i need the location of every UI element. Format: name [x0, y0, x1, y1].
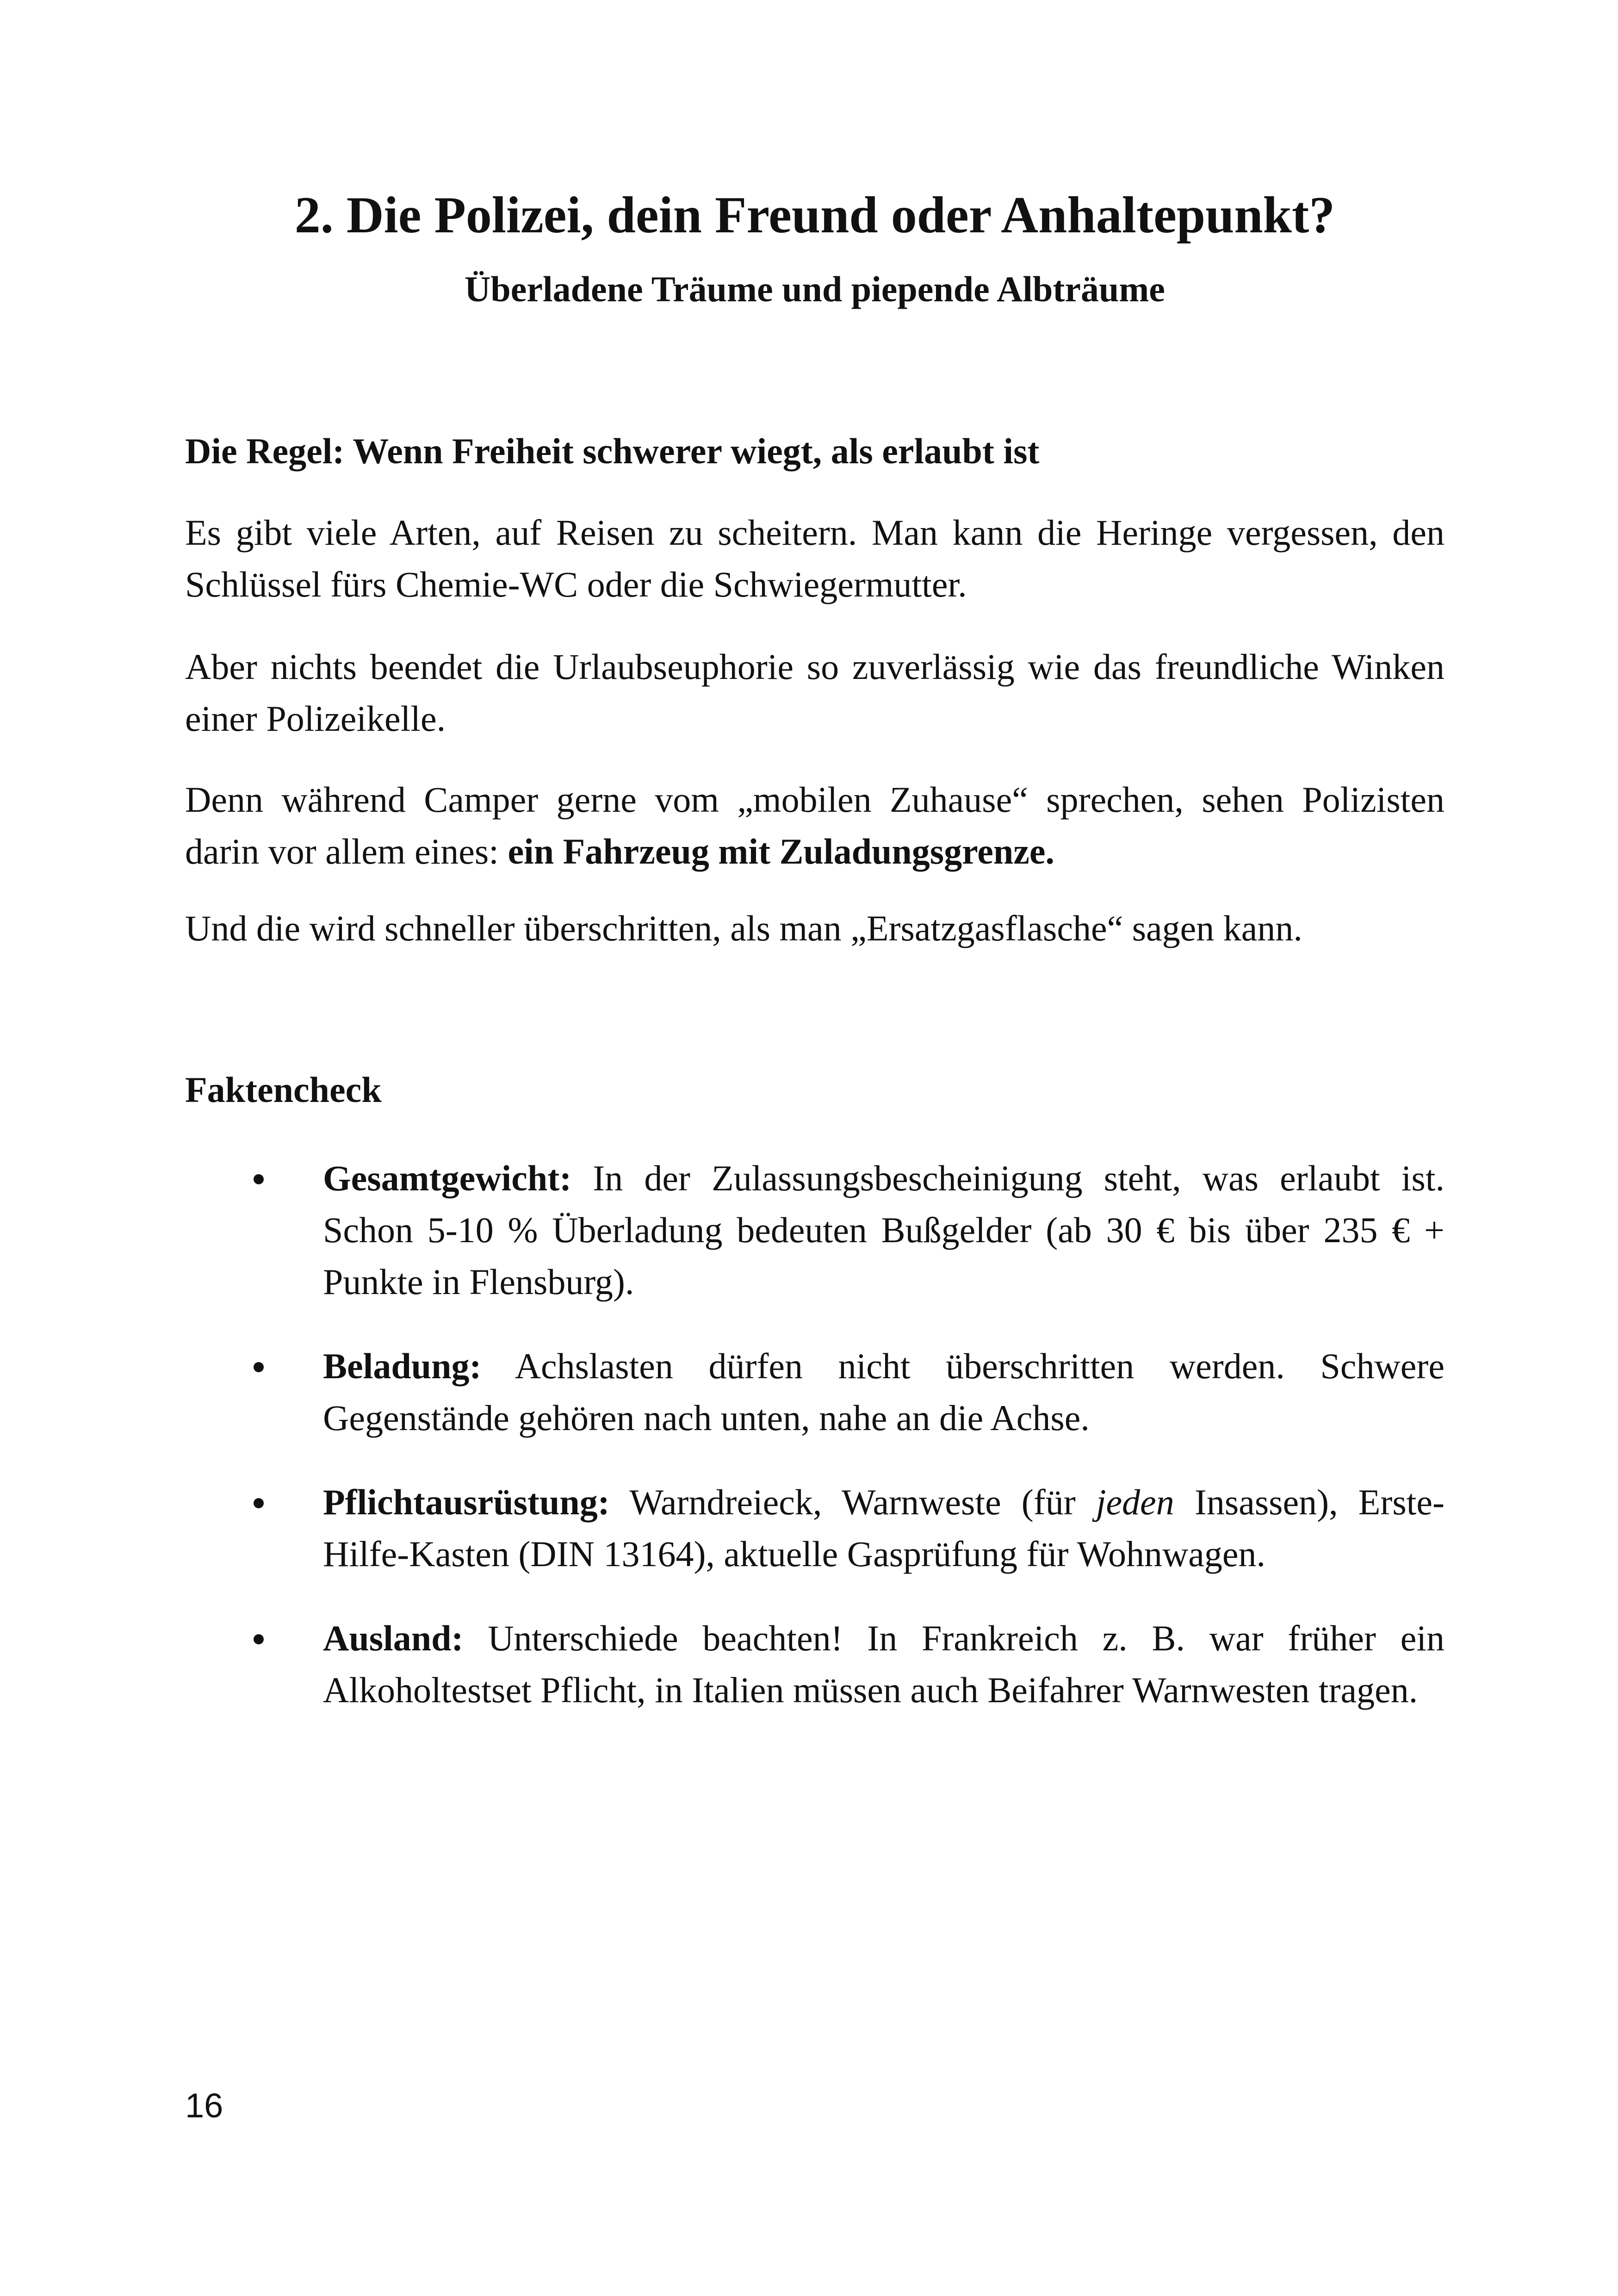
- rule-paragraph-1: Es gibt viele Arten, auf Reisen zu scheitern. Man kann die Heringe vergessen, den Schlüssel fürs Chemie-WC oder die Schwiegermutter.: [185, 512, 1444, 604]
- rule-paragraph-3-text: Denn während Camper gerne vom „mobilen Zuhause“ sprechen, sehen Polizisten darin vor allem eines:: [185, 779, 1444, 871]
- fact-item-beladung: [185, 1340, 1444, 1444]
- fact-item-ausland: [185, 1612, 1444, 1716]
- fact-term: Gesamtgewicht:: [323, 1158, 572, 1198]
- chapter-subtitle: Überladene Träume und piepende Albträume: [465, 269, 1165, 309]
- rule-paragraph-3: [185, 774, 1444, 877]
- fact-text: Achslasten dürfen nicht überschritten werden. Schwere Gegenstände gehören nach unten, nahe an die Achse.: [323, 1346, 1444, 1438]
- fact-text: In der Zulassungsbescheinigung steht, was erlaubt ist. Schon 5-10 % Überladung bedeuten Bußgelder (ab 30 € bis über 235 € + Punkte in Flensburg).: [323, 1158, 1444, 1302]
- bullet-icon: [254, 1634, 264, 1644]
- rule-paragraph-1-block: [185, 507, 1444, 610]
- fact-text-after: Insassen), Erste-Hilfe-Kasten (DIN 13164), aktuelle Gasprüfung für Wohnwagen.: [323, 1482, 1444, 1574]
- fact-term: Beladung:: [323, 1346, 482, 1386]
- bullet-icon: [254, 1498, 264, 1508]
- fact-text-before: Warndreieck, Warnweste (für: [609, 1482, 1096, 1522]
- rule-paragraph-4: Und die wird schneller überschritten, als man „Ersatzgasflasche“ sagen kann.: [185, 908, 1302, 948]
- rule-paragraph-4-block: [185, 902, 1444, 954]
- fact-term: Ausland:: [323, 1618, 464, 1658]
- fact-item-pflichtausruestung: [185, 1476, 1444, 1580]
- rule-paragraph-2-block: [185, 641, 1444, 745]
- section-heading-facts: Faktencheck: [185, 1070, 382, 1110]
- page-number: 16: [185, 2086, 223, 2125]
- fact-emphasis: jeden: [1096, 1482, 1174, 1522]
- rule-paragraph-3-bold: ein Fahrzeug mit Zuladungsgrenze.: [508, 831, 1055, 871]
- fact-item-gesamtgewicht: [185, 1152, 1444, 1308]
- fact-text: Unterschiede beachten! In Frankreich z. B. war früher ein Alkoholtestset Pflicht, in Italien müssen auch Beifahrer Warnwesten tragen.: [323, 1618, 1444, 1710]
- rule-paragraph-3-block: [185, 774, 1444, 877]
- rule-paragraph-2: Aber nichts beendet die Urlaubseuphorie so zuverlässig wie das freundliche Winken einer Polizeikelle.: [185, 647, 1444, 739]
- facts-list: [185, 1152, 1444, 1748]
- bullet-icon: [254, 1174, 264, 1184]
- fact-term: Pflichtausrüstung:: [323, 1482, 610, 1522]
- section-heading-rule: Die Regel: Wenn Freiheit schwerer wiegt, als erlaubt ist: [185, 431, 1040, 471]
- bullet-icon: [254, 1362, 264, 1372]
- chapter-title: 2. Die Polizei, dein Freund oder Anhaltepunkt?: [294, 187, 1335, 244]
